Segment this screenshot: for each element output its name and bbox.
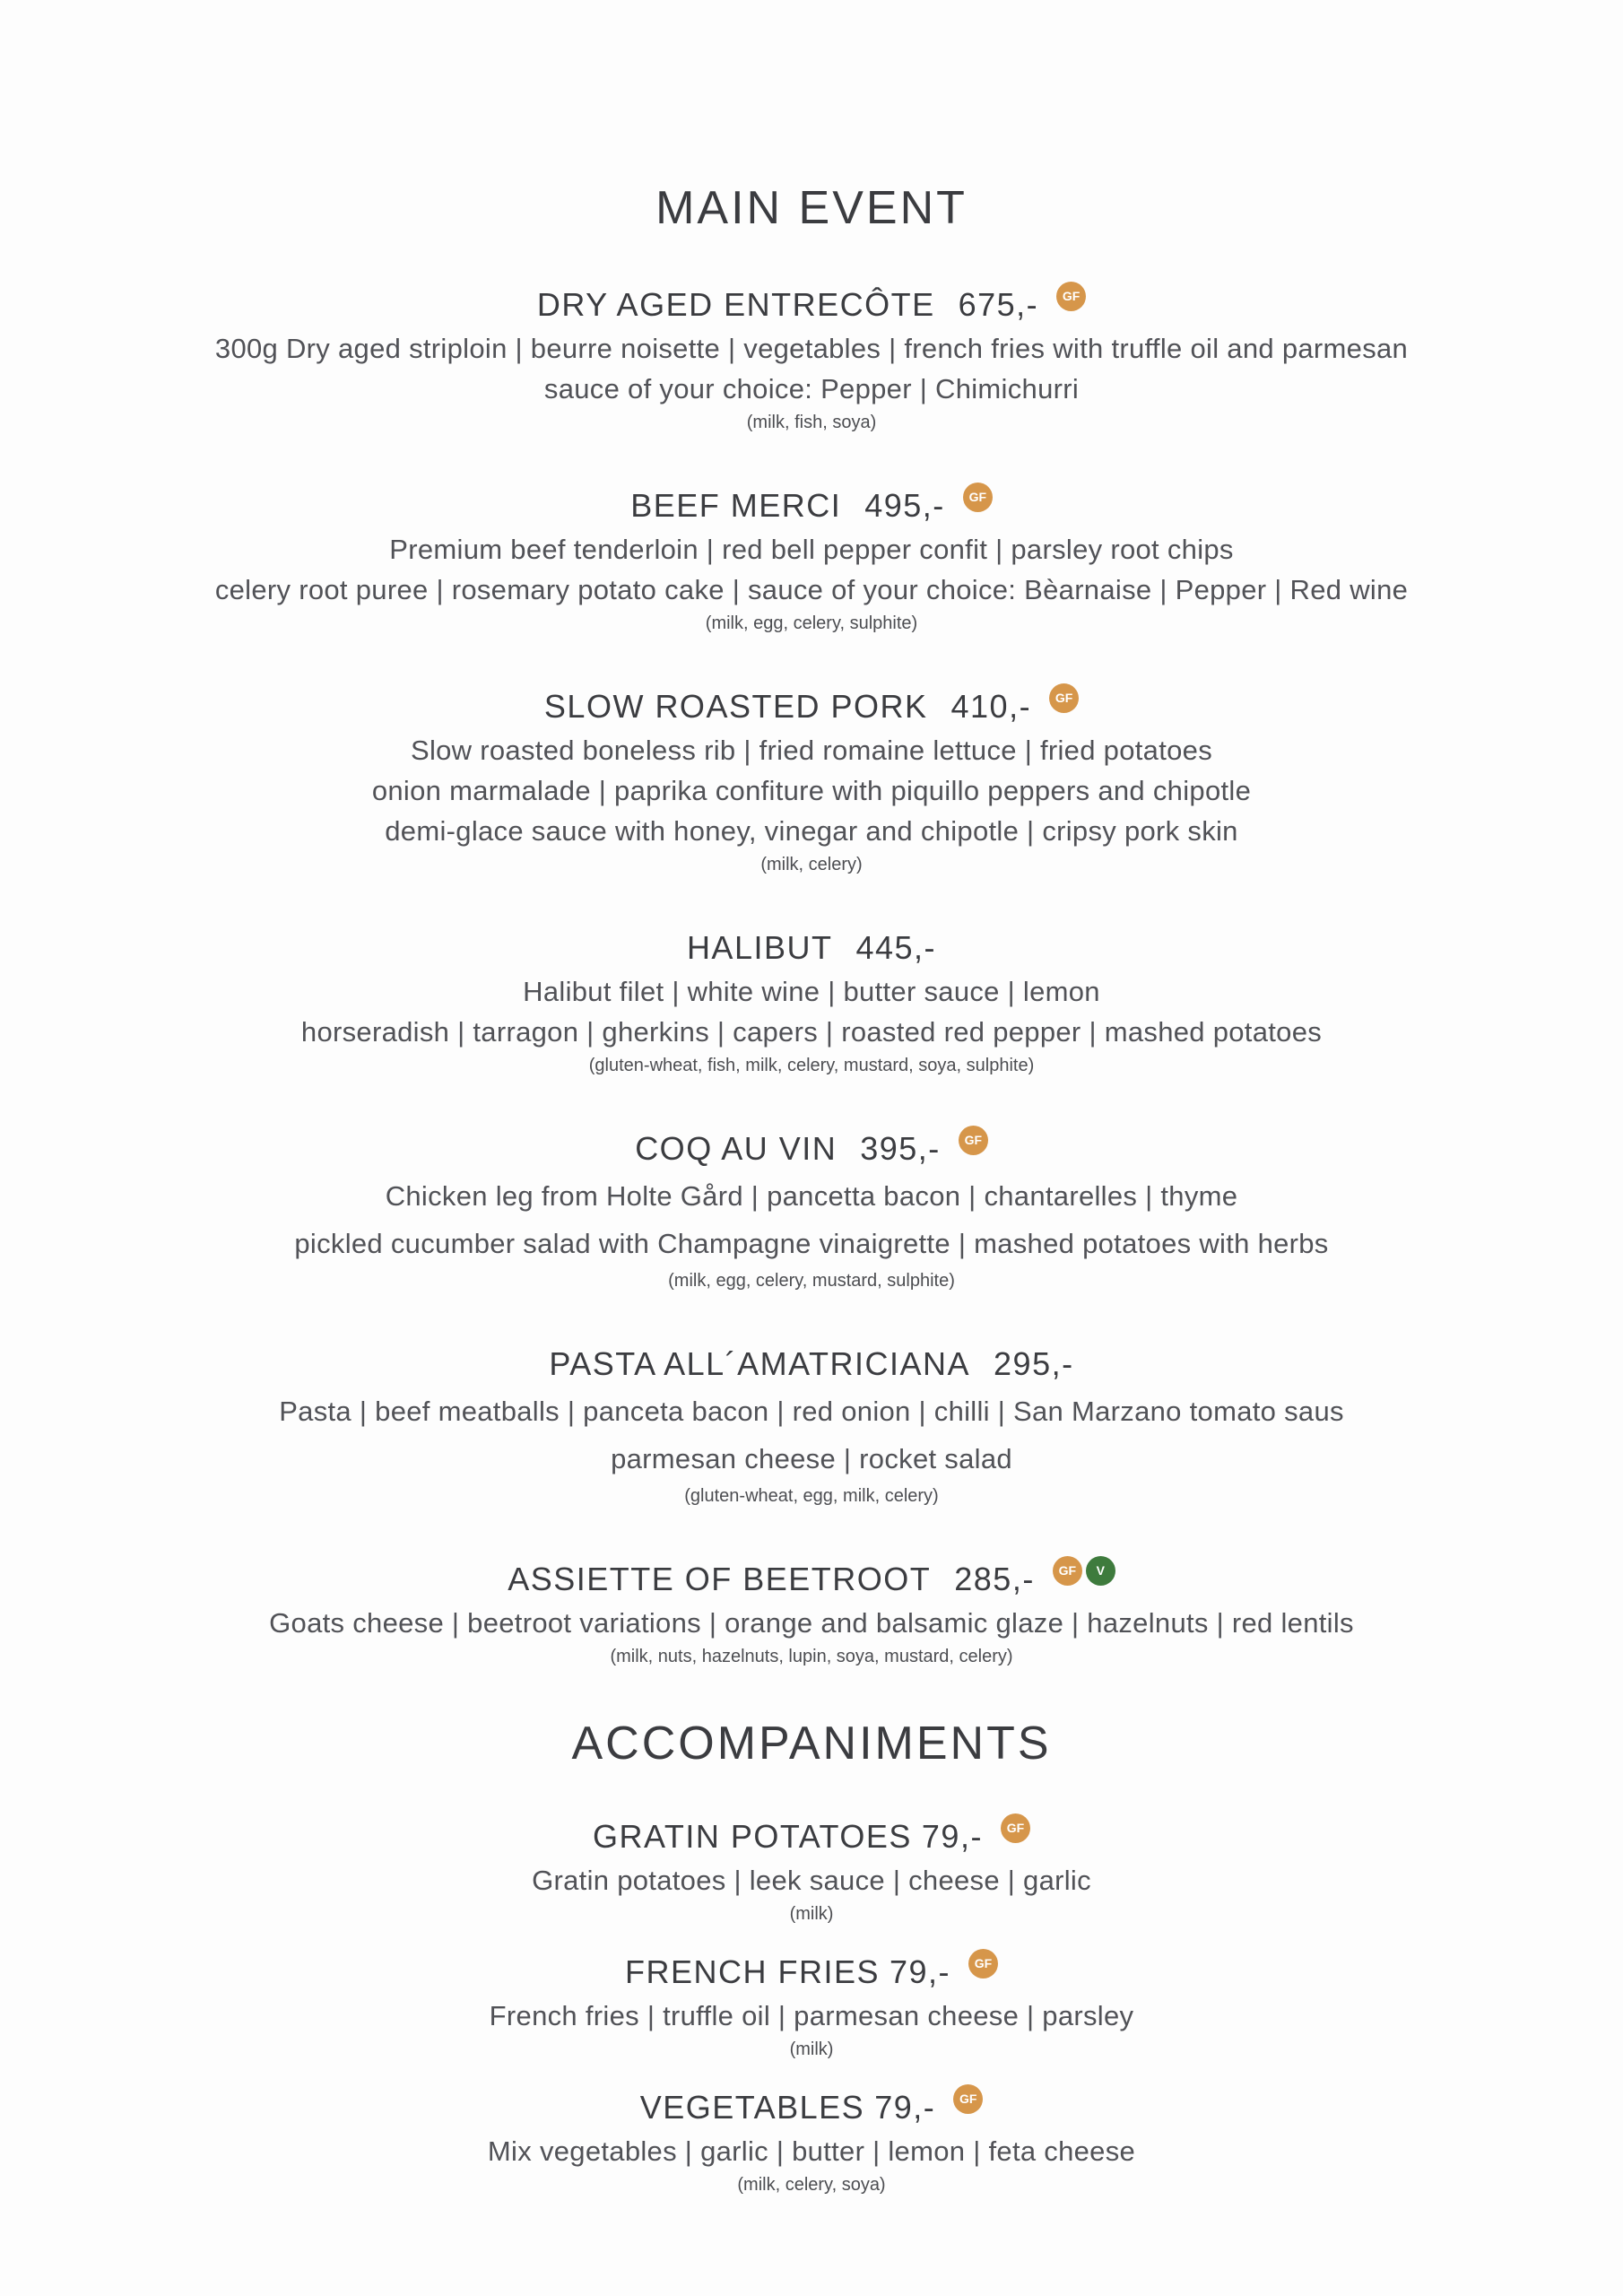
gluten-free-badge: GF xyxy=(968,1949,998,1979)
dish-name: BEEF MERCI xyxy=(630,487,842,524)
dish-description-line: demi-glace sauce with honey, vinegar and chipotle | cripsy pork skin xyxy=(385,815,1238,847)
dish-name: ASSIETTE OF BEETROOT xyxy=(508,1561,932,1597)
dish-description-line: Premium beef tenderloin | red bell pepper confit | parsley root chips xyxy=(389,534,1234,565)
gluten-free-badge: GF xyxy=(1049,683,1079,713)
dish-name: SLOW ROASTED PORK xyxy=(543,688,928,725)
section-main-event xyxy=(36,182,1587,1668)
dish-description-line: celery root puree | rosemary potato cake | sauce of your choice: Bèarnaise | Pepper | Red wine xyxy=(214,574,1409,605)
dish-title xyxy=(36,1344,1587,1384)
dish-dry-aged-entrecote xyxy=(36,285,1587,434)
dish-description-line: parmesan cheese | rocket salad xyxy=(611,1443,1012,1474)
dish-description-line: French fries | truffle oil | parmesan cheese | parsley xyxy=(489,2000,1134,2031)
dish-slow-roasted-pork xyxy=(36,687,1587,876)
dish-description-line: Halibut filet | white wine | butter sauce | lemon xyxy=(523,976,1100,1007)
gluten-free-badge: GF xyxy=(953,2084,983,2114)
dish-price: 410,- xyxy=(950,688,1032,725)
dish-name: GRATIN POTATOES xyxy=(593,1818,912,1855)
dish-title xyxy=(36,2088,1587,2127)
allergen-note: (milk, egg, celery, sulphite) xyxy=(705,613,918,633)
dish-price: 285,- xyxy=(954,1561,1035,1597)
dish-price: 79,- xyxy=(921,1818,983,1855)
dish-description-line: Chicken leg from Holte Gård | pancetta bacon | chantarelles | thyme xyxy=(385,1180,1238,1212)
dish-name: DRY AGED ENTRECÔTE xyxy=(536,286,935,323)
dish-description-line: onion marmalade | paprika confiture with piquillo peppers and chipotle xyxy=(371,775,1252,806)
gluten-free-badge: GF xyxy=(1001,1813,1030,1843)
dish-title xyxy=(36,1129,1587,1169)
dish-title xyxy=(36,928,1587,968)
gluten-free-badge: GF xyxy=(1053,1556,1082,1586)
dish-description-line: Slow roasted boneless rib | fried romaine lettuce | fried potatoes xyxy=(410,735,1213,766)
gluten-free-badge: GF xyxy=(963,483,993,512)
dish-description-line: 300g Dry aged striploin | beurre noisette | vegetables | french fries with truffle oil and parmesan xyxy=(214,333,1409,364)
dish-coq-au-vin xyxy=(36,1129,1587,1292)
dish-gratin-potatoes xyxy=(36,1817,1587,1926)
dish-title xyxy=(36,285,1587,325)
dish-price: 295,- xyxy=(994,1345,1074,1382)
dish-name: VEGETABLES xyxy=(639,2089,865,2126)
dish-name: FRENCH FRIES xyxy=(624,1953,880,1990)
dish-vegetables xyxy=(36,2088,1587,2196)
gluten-free-badge: GF xyxy=(1056,282,1086,311)
dish-price: 675,- xyxy=(958,286,1039,323)
dish-title xyxy=(36,1560,1587,1599)
vegetarian-badge: V xyxy=(1086,1556,1115,1586)
section-accompaniments xyxy=(36,1720,1587,2196)
dish-price: 79,- xyxy=(889,1953,951,1990)
dish-price: 495,- xyxy=(864,487,945,524)
dish-halibut xyxy=(36,928,1587,1077)
dish-description-line: Goats cheese | beetroot variations | orange and balsamic glaze | hazelnuts | red lentils xyxy=(269,1607,1354,1639)
dish-description-line: pickled cucumber salad with Champagne vinaigrette | mashed potatoes with herbs xyxy=(294,1228,1329,1259)
dish-french-fries xyxy=(36,1952,1587,2061)
allergen-note: (milk, fish, soya) xyxy=(746,413,877,432)
dish-pasta-amatriciana xyxy=(36,1344,1587,1508)
main-event-heading: MAIN EVENT xyxy=(655,182,968,234)
dish-name: PASTA ALL´AMATRICIANA xyxy=(549,1345,971,1382)
allergen-note: (milk, celery) xyxy=(760,855,863,874)
dish-title xyxy=(36,687,1587,726)
dish-name: COQ AU VIN xyxy=(635,1130,838,1167)
allergen-note: (gluten-wheat, egg, milk, celery) xyxy=(684,1486,939,1506)
dish-title xyxy=(36,1817,1587,1857)
dish-description-line: Gratin potatoes | leek sauce | cheese | garlic xyxy=(532,1865,1091,1896)
dish-price: 445,- xyxy=(855,929,937,966)
dish-description-line: sauce of your choice: Pepper | Chimichurri xyxy=(543,373,1080,404)
allergen-note: (milk) xyxy=(789,1904,834,1924)
allergen-note: (milk) xyxy=(789,2039,834,2059)
allergen-note: (milk, celery, soya) xyxy=(737,2175,886,2195)
allergen-note: (milk, egg, celery, mustard, sulphite) xyxy=(668,1271,955,1291)
dish-title xyxy=(36,486,1587,526)
dish-description-line: Pasta | beef meatballs | panceta bacon | red onion | chilli | San Marzano tomato saus xyxy=(279,1396,1344,1427)
allergen-note: (milk, nuts, hazelnuts, lupin, soya, mustard, celery) xyxy=(610,1647,1013,1666)
dish-beef-merci xyxy=(36,486,1587,635)
dish-title xyxy=(36,1952,1587,1992)
dish-assiette-of-beetroot xyxy=(36,1560,1587,1668)
accompaniments-heading: ACCOMPANIMENTS xyxy=(571,1718,1052,1770)
allergen-note: (gluten-wheat, fish, milk, celery, mustard, soya, sulphite) xyxy=(588,1056,1035,1075)
dish-price: 79,- xyxy=(874,2089,936,2126)
dish-name: HALIBUT xyxy=(686,929,833,966)
dish-price: 395,- xyxy=(860,1130,941,1167)
dish-description-line: Mix vegetables | garlic | butter | lemon | feta cheese xyxy=(487,2135,1136,2167)
dish-description-line: horseradish | tarragon | gherkins | capers | roasted red pepper | mashed potatoes xyxy=(300,1016,1323,1048)
gluten-free-badge: GF xyxy=(959,1126,988,1155)
